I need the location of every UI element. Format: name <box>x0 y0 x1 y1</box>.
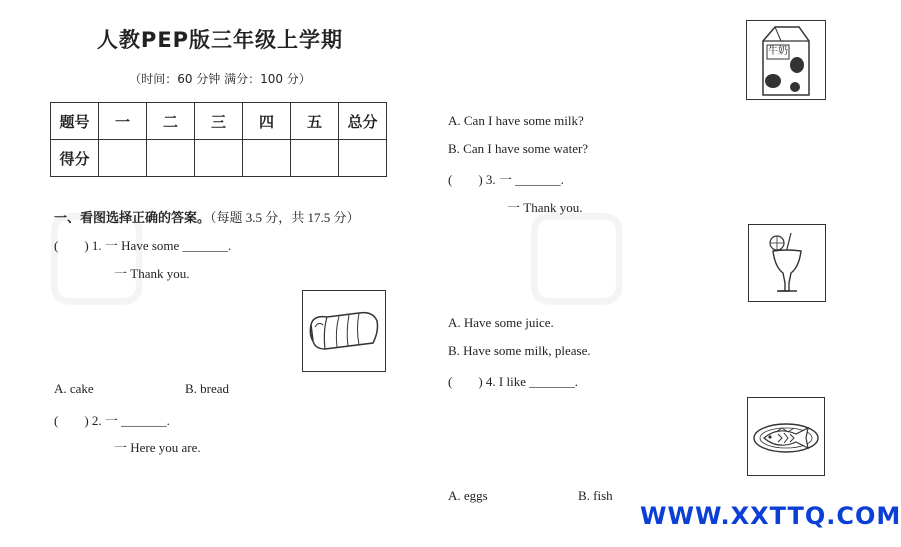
section-heading <box>54 207 360 226</box>
question-3-option-a: A. Have some juice. <box>448 315 554 330</box>
question-1-prompt: ( ) 1. 一 Have some _______. <box>54 238 232 253</box>
section-title: 一、看图选择正确的答案。 <box>54 211 211 226</box>
question-1-option-a: A. cake <box>54 381 94 396</box>
table-cell <box>339 140 387 177</box>
table-cell: 一 <box>99 103 147 140</box>
question-3-option-b: B. Have some milk, please. <box>448 343 591 358</box>
table-cell: 得分 <box>51 140 99 177</box>
page-title: 人教PEP版三年级上学期 <box>96 28 344 52</box>
question-1-response: 一 Thank you. <box>114 266 190 281</box>
table-cell <box>99 140 147 177</box>
question-4-prompt: ( ) 4. I like _______. <box>448 374 578 389</box>
question-2-response: 一 Here you are. <box>114 440 201 455</box>
milk-carton-icon <box>746 20 826 100</box>
question-2-prompt: ( ) 2. 一 _______. <box>54 413 170 428</box>
table-row <box>51 140 387 177</box>
question-3-response: 一 Thank you. <box>507 200 583 215</box>
exam-info: （时间：60 分钟 满分：100 分） <box>129 72 311 86</box>
section-points: （每题 3.5 分，共 17.5 分） <box>210 210 360 225</box>
table-cell: 总分 <box>339 103 387 140</box>
table-cell: 题号 <box>51 103 99 140</box>
question-2-option-b: B. Can I have some water? <box>448 141 589 156</box>
question-2-option-a: A. Can I have some milk? <box>448 113 584 128</box>
bread-icon <box>302 290 386 372</box>
table-cell <box>243 140 291 177</box>
table-cell: 四 <box>243 103 291 140</box>
table-row <box>51 103 387 140</box>
score-table <box>50 102 387 177</box>
carton-label: 牛奶 <box>768 46 788 57</box>
table-cell: 二 <box>147 103 195 140</box>
table-cell <box>291 140 339 177</box>
table-cell: 三 <box>195 103 243 140</box>
fish-plate-icon <box>747 397 825 476</box>
question-4-option-a: A. eggs <box>448 488 488 503</box>
question-3-prompt: ( ) 3. 一 _______. <box>448 172 564 187</box>
juice-glass-icon <box>748 224 826 302</box>
table-cell: 五 <box>291 103 339 140</box>
question-4-option-b: B. fish <box>578 488 613 503</box>
table-cell <box>195 140 243 177</box>
question-1-option-b: B. bread <box>185 381 230 396</box>
site-watermark: WWW.XXTTQ.COM <box>640 502 901 530</box>
table-cell <box>147 140 195 177</box>
